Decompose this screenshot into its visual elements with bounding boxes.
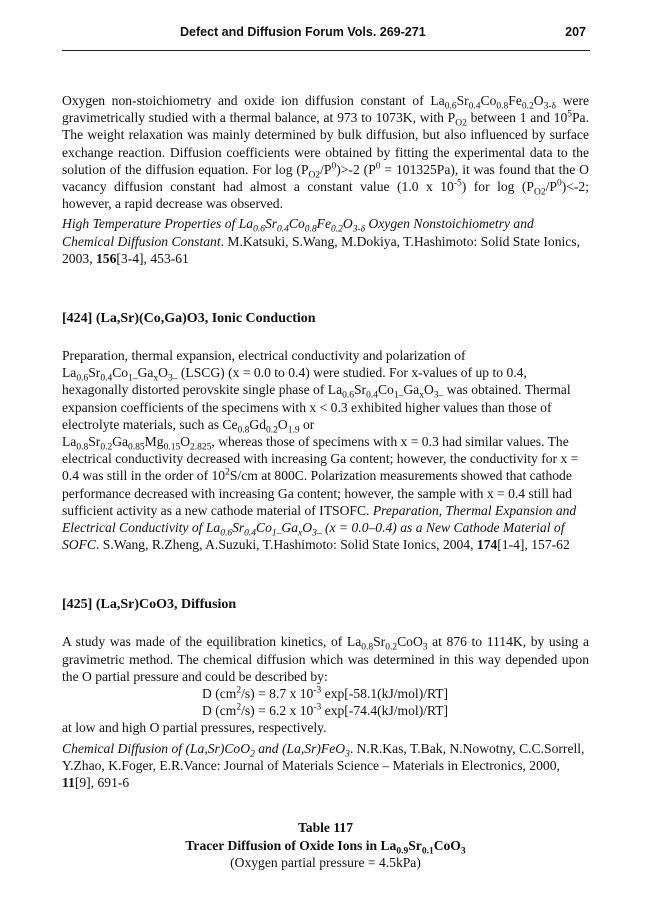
abstract-425-end: at low and high O partial pressures, respectively.: [62, 720, 327, 736]
journal-title: Defect and Diffusion Forum Vols. 269-271: [180, 25, 426, 39]
equation-high-pressure: D $(cm^2/s) = 6.2$ x $10^{-3}$ exp[-74.4(kJ/mol)/RT]: [202, 702, 449, 719]
abstract-425: A study was made of the equilibration kinetics, of $La_{0.8}Sr_{0.2}CoO_3$ at 876 to 1114K, by using a gravimetric method. The chemical diffusion which was determined in this way depended upon the O partial pressure and could be described by:: [62, 634, 589, 684]
table-subtitle: (Oxygen partial pressure = 4.5kPa): [230, 855, 421, 871]
table-label: Table 117: [297, 820, 354, 836]
table-caption: [62, 819, 589, 872]
reference-425: Chemical Diffusion of (La,Sr)CoO$_2$ and (La,Sr)FeO$_3$. N.R.Kas, T.Bak, N.Nowotny, C.C.Sorrell, Y.Zhao, K.Foger, E.R.Vance: Journal of Materials Science – Materials in Electronics, 2000, 11[9], 691-6: [62, 740, 585, 791]
abstract-424: Preparation, thermal expansion, electrical conductivity and polarization of $La_{0.6}Sr_{0.4}Co_{1-}Ga_xO_{3-}$ (LSCG) (x = 0.0 to 0.4) were studied. For x-values of up to 0.4, hexagonally distorted perovskite single phase of $La_{0.6}Sr_{0.4}Co_{1-}Ga_xO_{3-}$ was obtained. Thermal expansion coefficients of the specimens with x < 0.3 exhibited higher values than those of electrolyte materials, such as $Ce_{0.8}Gd_{0.2}O_{1.9}$ or $La_{0.8}Sr_{0.2}Ga_{0.85}Mg_{0.15}O_{2.825}$, whereas those of specimens with x = 0.3 had similar values. The electrical conductivity decreased with increasing Ga content; however, the conductivity for x = 0.4 was still in the order of $10^2S/cm$ at 800C. Polarization measurements showed that cathode performance decreased with increasing Ga content; however, the sample with x = 0.4 still had sufficient activity as a new cathode material of ITSOFC. Preparation, Thermal Expansion and Electrical Conductivity of $La_{0.6}Sr_{0.4}Co_{1-}Ga_xO_{3-}$ (x = 0.0–0.4) as a New Cathode Material of SOFC. S.Wang, R.Zheng, A.Suzuki, T.Hashimoto: Solid State Ionics, 2004, 174[1-4], 157-62: [62, 348, 579, 553]
reference-423: High Temperature Properties of $La_{0.6}Sr_{0.4}Co_{0.8}Fe_{0.2}O_{3-\delta}$ Oxygen Nonstoichiometry and Chemical Diffusion Constant. M.Katsuki, S.Wang, M.Dokiya, T.Hashimoto: Solid State Ionics, 2003, 156[3-4], 453-61: [62, 216, 580, 266]
table-title: Tracer Diffusion of Oxide Ions in $La_{0.9}Sr_{0.1}CoO_3$: [185, 837, 466, 857]
equation-low-pressure: D $(cm^2/s) = 8.7$ x $10^{-3}$ exp[-58.1(kJ/mol)/RT]: [202, 685, 449, 702]
abstract-423: Oxygen non-stoichiometry and oxide ion diffusion constant of $La_{0.6}Sr_{0.4}Co_{0.8}Fe_{0.2}O_{3-\delta}$ were gravimetrically studied with a thermal balance, at 973 to 1073K, with $P_{O2}$ between 1 and $10^5Pa$. The weight relaxation was mainly determined by bulk diffusion, but also influenced by surface exchange reaction. Diffusion coefficients were obtained by fitting the experimental data to the solution of the diffusion equation. For $\log (P_{O2}/P^0)>-2$ $(P^0 = 101325Pa)$, it was found that the O vacancy diffusion constant had almost a constant value (1.0 x $10^{-5}$) for $\log (P_{O2}/P^0)<-2$; however, a rapid decrease was observed.: [62, 93, 590, 212]
section-heading-425: [425] (La,Sr)CoO3, Diffusion: [62, 597, 237, 613]
running-header: [62, 22, 590, 51]
section-heading-424: [424] (La,Sr)(Co,Ga)O3, Ionic Conduction: [62, 311, 316, 327]
page-number: 207: [565, 25, 586, 39]
page-content: [62, 92, 589, 872]
